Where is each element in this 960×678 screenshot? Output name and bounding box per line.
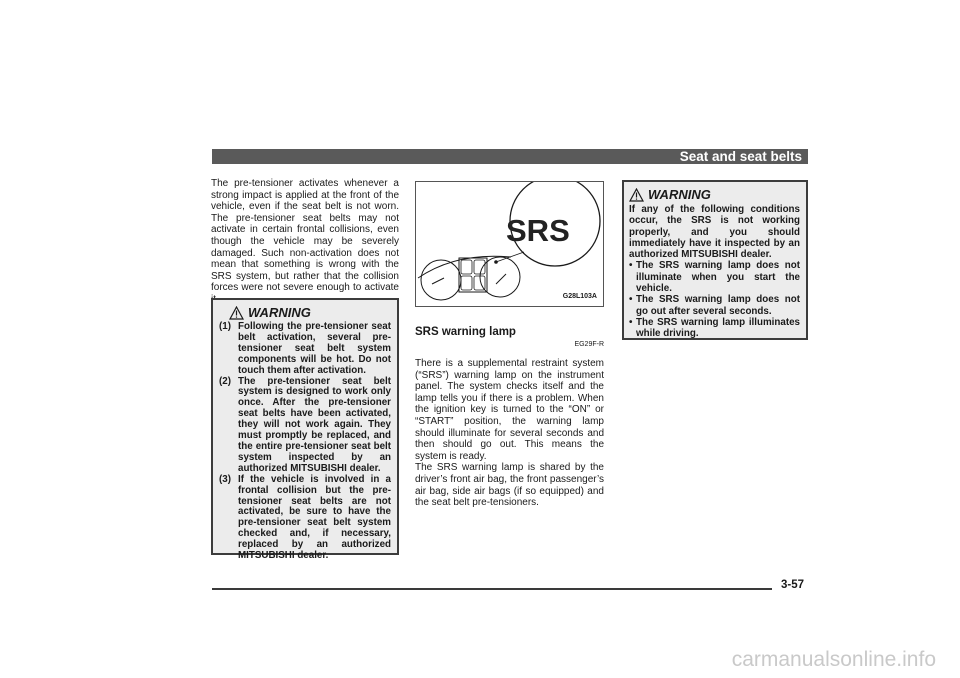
- warning-bullet: [629, 260, 800, 294]
- warning-item-number: (3): [219, 473, 231, 485]
- warning-bullet-text: The SRS warning lamp does not illuminate when you start the vehicle.: [636, 260, 800, 295]
- warning-triangle-icon: [629, 188, 644, 202]
- warning-box-srs: [622, 180, 808, 340]
- srs-paragraph-1: There is a supplemental restraint system (“SRS”) warning lamp on the instrument panel. The system checks itself and the lamp tells you if there is a problem. When the ignition key is turned to the “ON” or “START” position, the warning lamp should illuminate for several seconds and then should go out. This means the system is ready.: [415, 358, 604, 462]
- warning-title: WARNING: [248, 305, 311, 320]
- warning-header: [229, 306, 391, 320]
- warning-box-pretensioner: [211, 298, 399, 562]
- warning-header: [629, 188, 800, 202]
- warning-item: [219, 322, 391, 377]
- warning-intro: If any of the following conditions occur, the SRS is not working properly, and you should immediately have it inspected by an authorized MITSUBISHI dealer.: [629, 204, 800, 261]
- warning-bullet: [629, 317, 800, 340]
- warning-triangle-icon: [229, 306, 244, 320]
- watermark-text: carmanualsonline.info: [731, 648, 936, 671]
- intro-paragraph: The pre-tensioner activates whenever a strong impact is applied at the front of the vehicle, even if the seat belt is not worn. The pre-tensioner seat belts may not activate in certain frontal collisions, even though the vehicle may be severely damaged. Such non-activation does not mean that something is wrong with the SRS system, but rather that the collision forces were not severe enough to activate: [211, 178, 399, 294]
- bullet-icon: •: [629, 316, 633, 328]
- warning-item-text: If the vehicle is involved in a frontal collision but the pre-tensioner seat belts are not activated, be sure to have the pre-tensioner seat belt system checked and, if necessary, replaced by an authorized MITSUBISHI dealer.: [238, 473, 391, 562]
- section-header-bar: [212, 149, 808, 164]
- warning-title: WARNING: [648, 187, 711, 202]
- warning-bullet-text: The SRS warning lamp does not go out after several seconds.: [636, 294, 800, 317]
- srs-paragraph-2: The SRS warning lamp is shared by the driver’s front air bag, the front passenger’s air bag, side air bags (if so equipped) and the seat belt pre-tensioners.: [415, 462, 604, 509]
- warning-item-text: The pre-tensioner seat belt system is designed to work only once. After the pre-tensioner seat belts have been activated, they will not work again. They must promptly be replaced, and the entire pre-tensioner seat belt system inspected by an authorized MITSUBISHI dealer.: [238, 375, 391, 474]
- warning-item: [219, 377, 391, 475]
- srs-lamp-label: SRS: [506, 213, 570, 248]
- section-title: Seat and seat belts: [679, 149, 802, 164]
- section-code: EG29F-R: [574, 341, 604, 348]
- srs-warning-lamp-heading: SRS warning lamp: [415, 326, 516, 338]
- bullet-icon: •: [629, 294, 633, 306]
- warning-bullet: [629, 294, 800, 317]
- warning-item-text: Following the pre-tensioner seat belt activation, several pre-tensioner seat belt system components will be hot. Do not touch them after activation.: [238, 321, 391, 376]
- footer-rule: [212, 588, 772, 590]
- figure-code: G28L103A: [562, 293, 597, 300]
- warning-bullet-text: The SRS warning lamp illuminates while driving.: [636, 316, 800, 340]
- warning-item: [219, 475, 391, 562]
- srs-body-text: [415, 358, 604, 509]
- warning-item-number: (2): [219, 375, 231, 387]
- bullet-icon: •: [629, 260, 633, 272]
- page-number: 3-57: [781, 579, 805, 591]
- warning-item-number: (1): [219, 321, 231, 332]
